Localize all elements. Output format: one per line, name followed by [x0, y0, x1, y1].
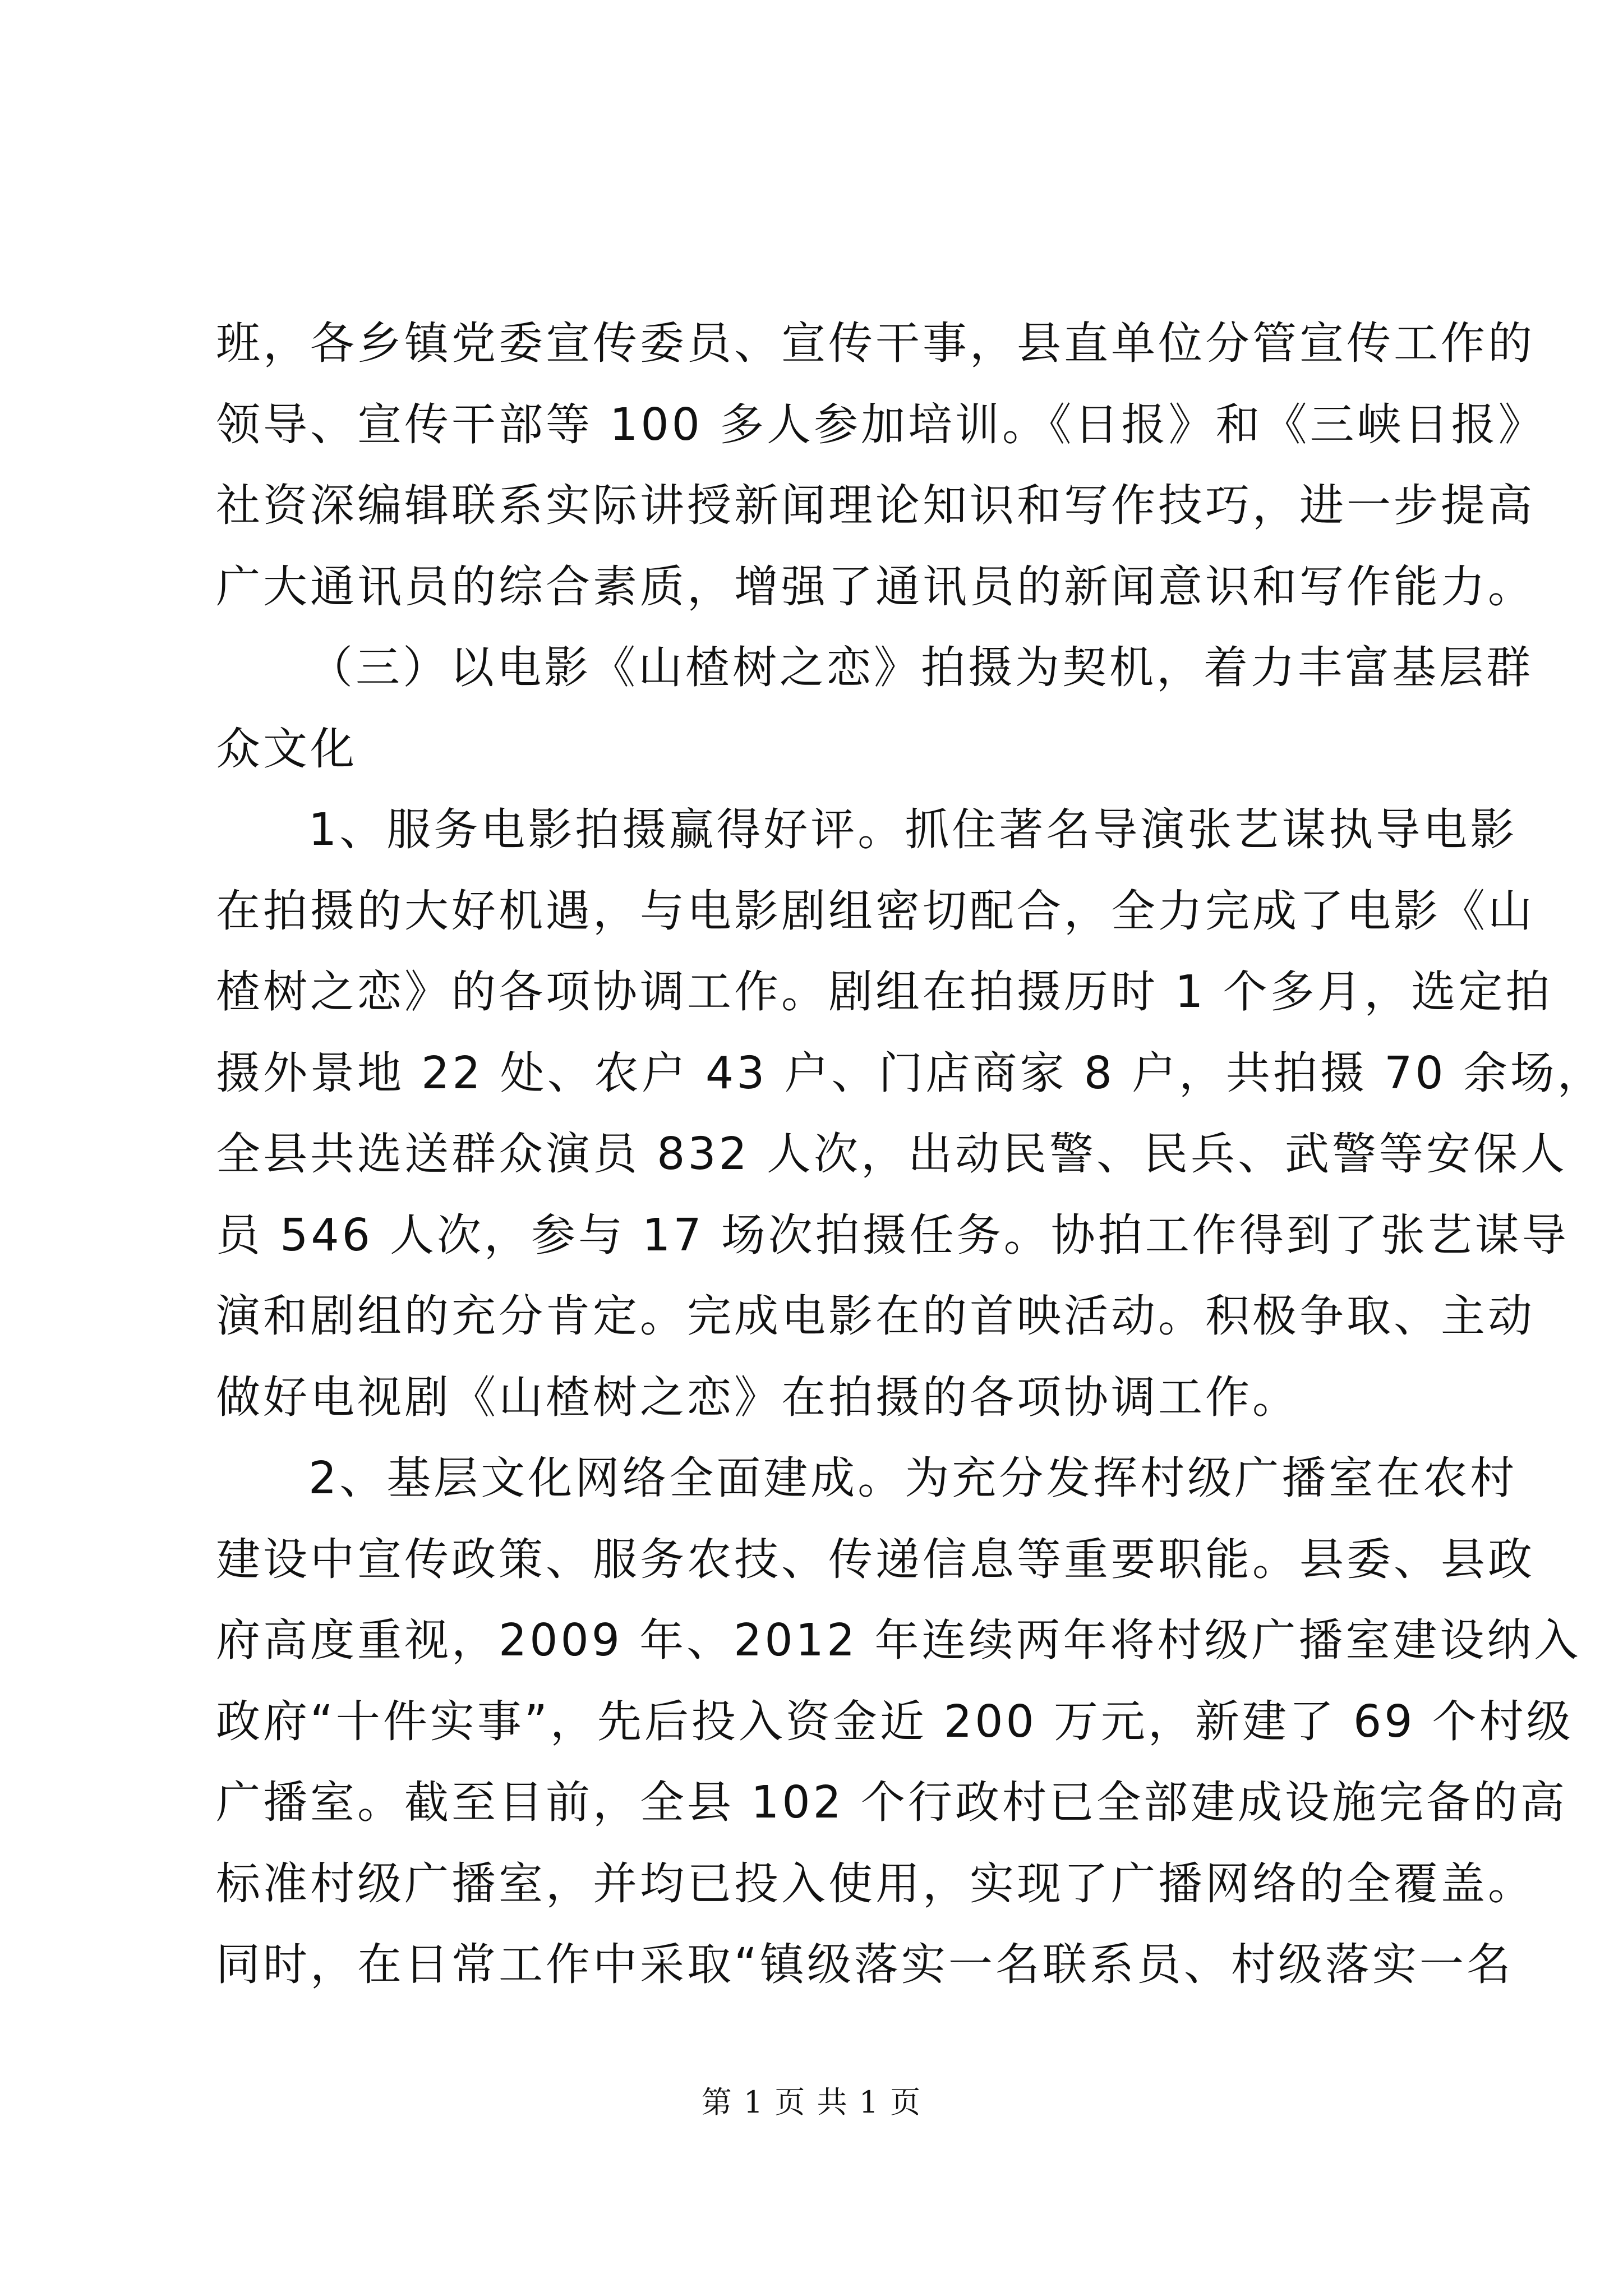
page-footer	[0, 2078, 1623, 2122]
text-line: 府高度重视，2009 年、2012 年连续两年将村级广播室建设纳入	[216, 1614, 1581, 1666]
text-line: 广大通讯员的综合素质，增强了通讯员的新闻意识和写作能力。	[216, 560, 1535, 613]
text-line: 标准村级广播室，并均已投入使用，实现了广播网络的全覆盖。	[216, 1857, 1535, 1910]
section-heading-line: （三）以电影《山楂树之恋》拍摄为契机，着力丰富基层群	[308, 642, 1533, 693]
text-line: 广播室。截至目前，全县 102 个行政村已全部建成设施完备的高	[216, 1777, 1568, 1828]
text-line: 摄外景地 22 处、农户 43 户、门店商家 8 户，共拍摄 70 余场，	[216, 1047, 1604, 1099]
section-heading-line: 众文化	[216, 723, 357, 775]
text-line: 演和剧组的充分肯定。完成电影在的首映活动。积极争取、主动	[216, 1290, 1535, 1342]
text-line: 员 546 人次，参与 17 场次拍摄任务。协拍工作得到了张艺谋导	[216, 1209, 1569, 1261]
text-line: 做好电视剧《山楂树之恋》在拍摄的各项协调工作。	[216, 1371, 1299, 1423]
paragraph-first-line: 1、服务电影拍摄赢得好评。抓住著名导演张艺谋执导电影	[308, 804, 1518, 855]
text-line: 领导、宣传干部等 100 多人参加培训。《日报》和《三峡日报》	[216, 398, 1546, 450]
text-line: 在拍摄的大好机遇，与电影剧组密切配合，全力完成了电影《山	[216, 885, 1535, 937]
page-number: 第 1 页 共 1 页	[701, 2085, 922, 2120]
text-line: 建设中宣传政策、服务农技、传递信息等重要职能。县委、县政	[216, 1533, 1535, 1585]
text-line: 社资深编辑联系实际讲授新闻理论知识和写作技巧，进一步提高	[216, 480, 1535, 531]
text-line: 楂树之恋》的各项协调工作。剧组在拍摄历时 1 个多月，选定拍	[216, 966, 1553, 1018]
text-line: 同时，在日常工作中采取“镇级落实一名联系员、村级落实一名	[216, 1939, 1514, 1990]
text-line: 班，各乡镇党委宣传委员、宣传干事，县直单位分管宣传工作的	[216, 318, 1535, 369]
document-body	[216, 303, 1604, 2005]
text-line: 政府“十件实事”，先后投入资金近 200 万元，新建了 69 个村级	[216, 1695, 1574, 1747]
paragraph-first-line: 2、基层文化网络全面建成。为充分发挥村级广播室在农村	[308, 1452, 1518, 1504]
text-line: 全县共选送群众演员 832 人次，出动民警、民兵、武警等安保人	[216, 1128, 1568, 1180]
